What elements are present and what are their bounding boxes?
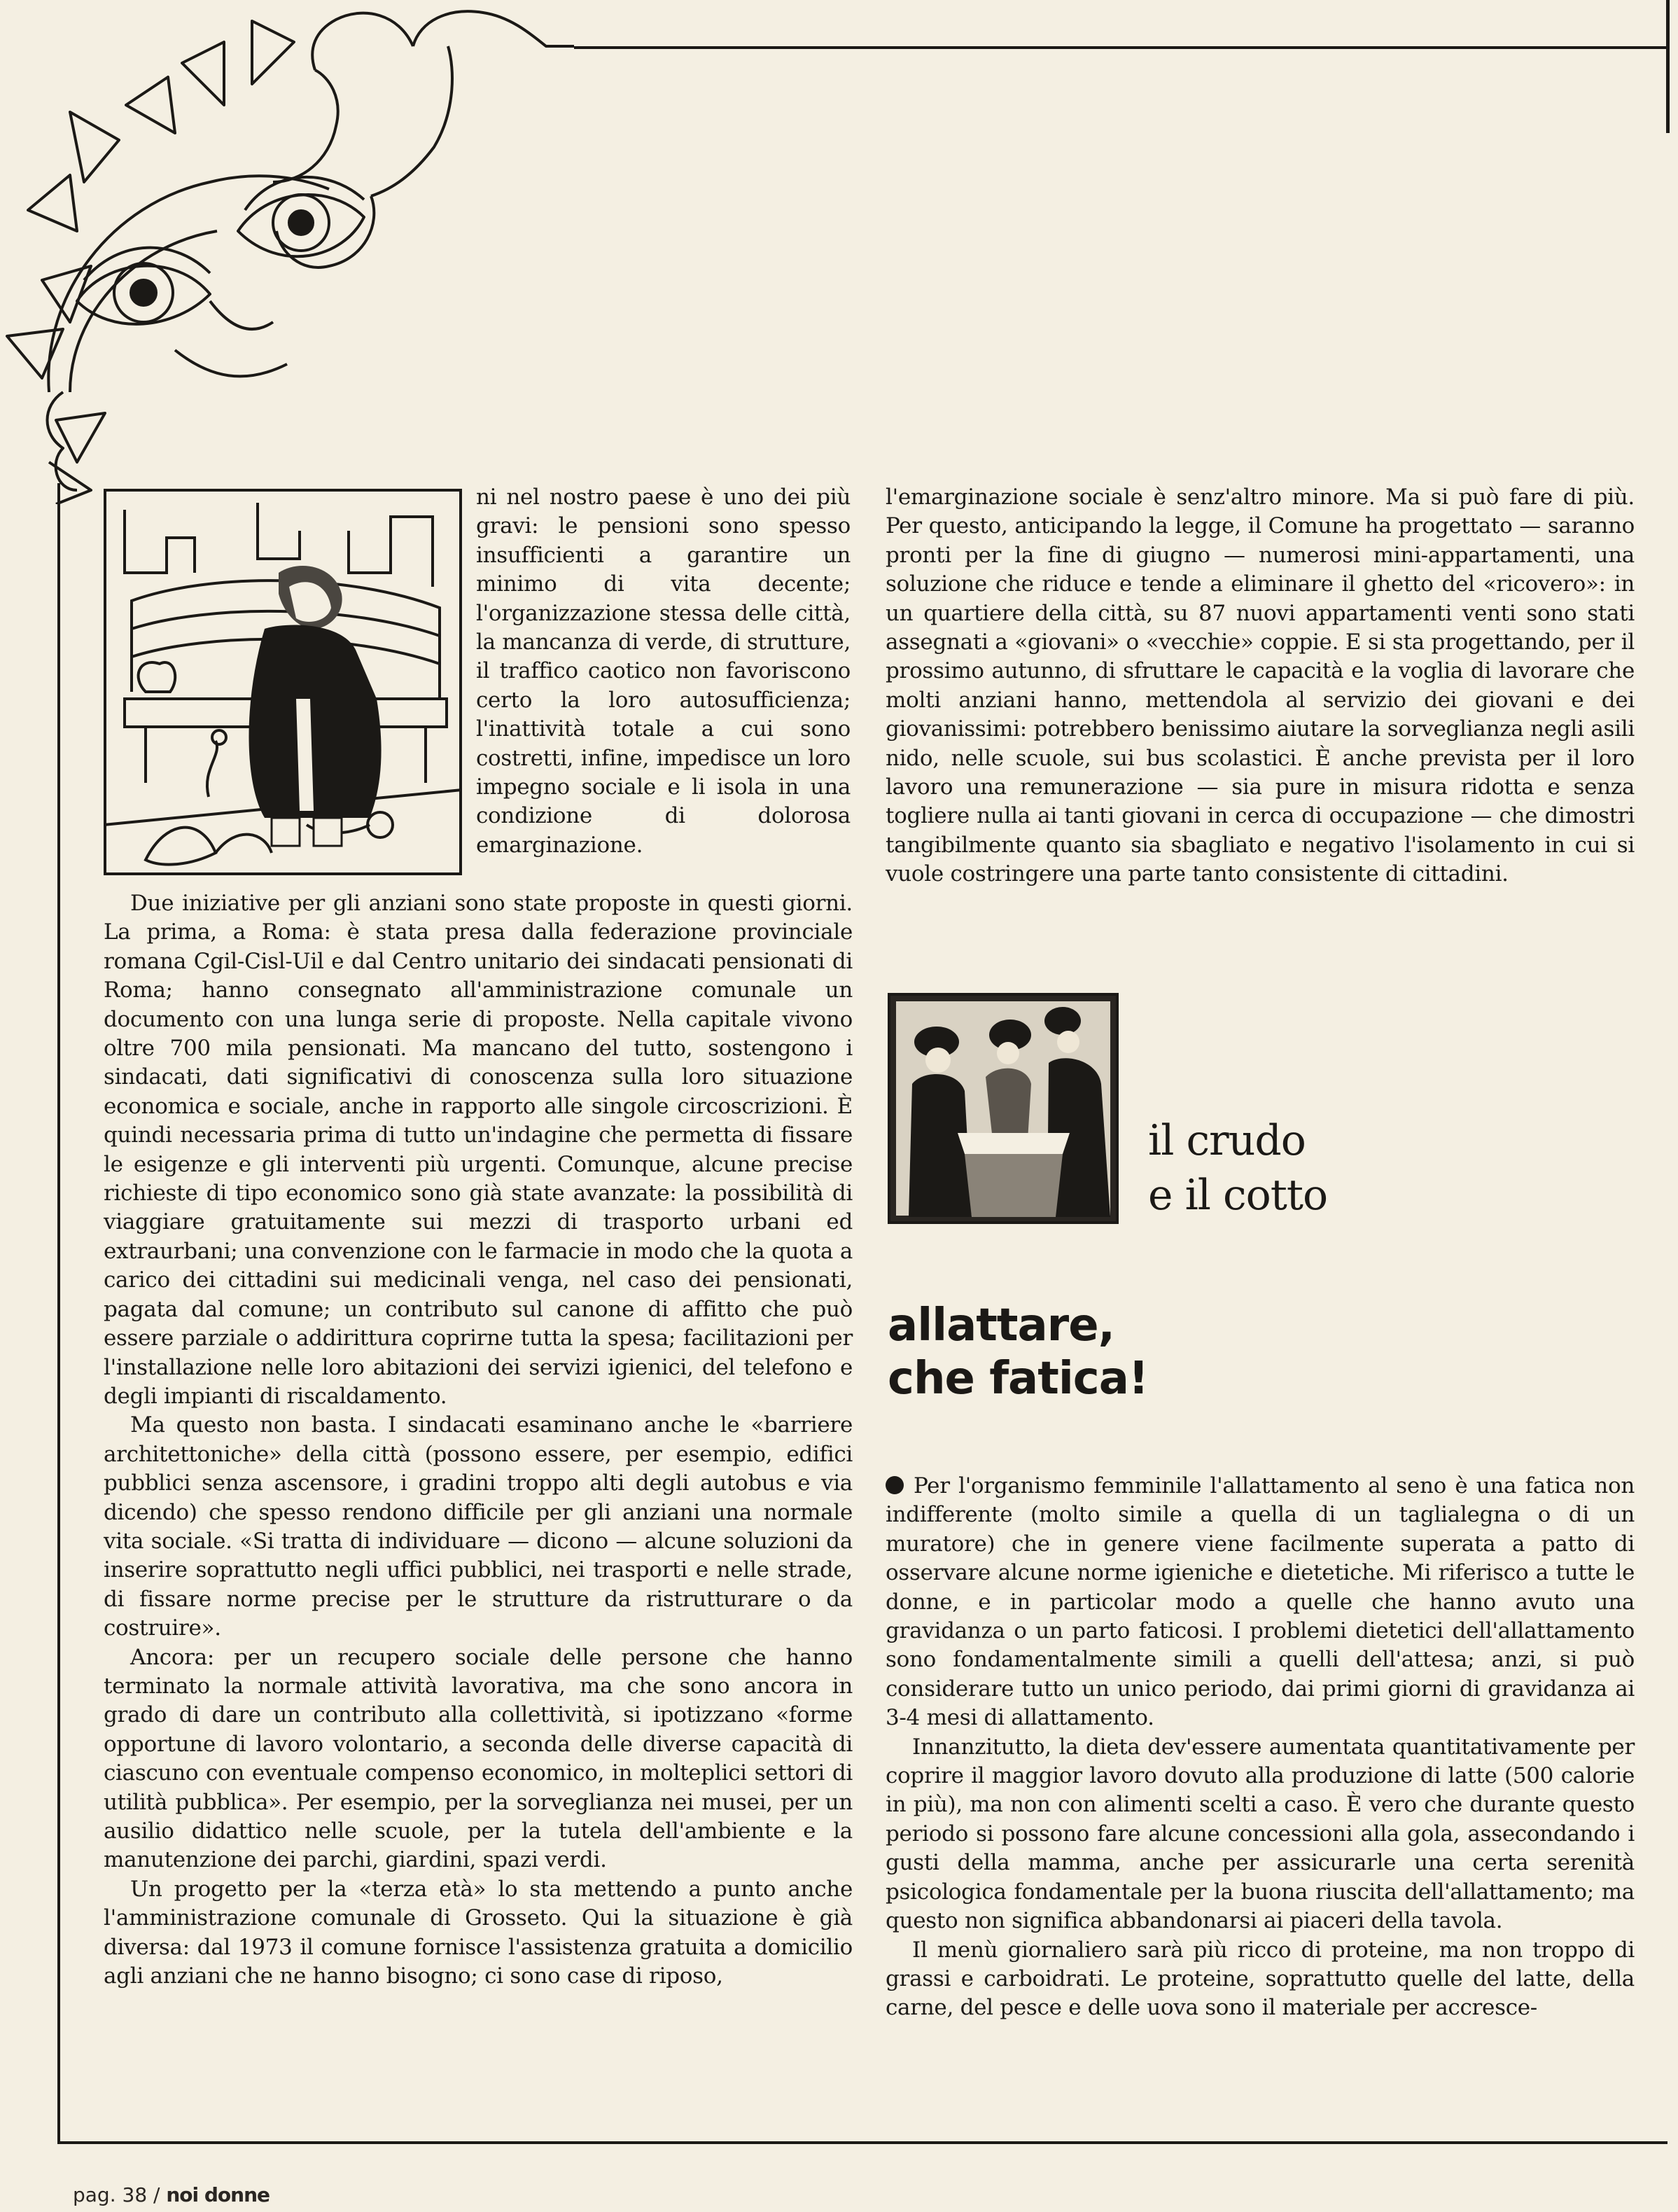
sun-eyes-illustration (0, 0, 588, 504)
bottom-rule (57, 2141, 1667, 2144)
left-column-text (104, 889, 853, 1991)
article-paragraph (886, 1472, 1635, 1733)
feature-title-line: il crudo (1148, 1116, 1306, 1165)
left-paragraph: Un progetto per la «terza età» lo sta mettendo a punto anche l'amministrazione comunale di Grosseto. Qui la situazione è già diversa: dal 1973 il comune fornisce l'assistenza gratuita a domicilio agli anziani che ne hanno bisogno; ci sono case di riposo, (104, 1876, 853, 1989)
page-number: pag. 38 / (73, 2183, 160, 2206)
left-rule (57, 483, 60, 2143)
intro-text-block (476, 483, 851, 860)
headline-line: allattare, (888, 1300, 1114, 1351)
left-paragraph: Due iniziative per gli anziani sono state proposte in questi giorni. La prima, a Roma: è stata presa dalla federazione provinciale romana Cgil-Cisl-Uil e dal Centro unitario dei sindacati pensionati di Roma; hanno consegnato all'amministrazione comunale un documento con una lunga serie di proposte. Nella capitale vivono oltre 700 mila pensionati. Ma mancano del tutto, sostengono i sindacati, dati significativi di conoscenza sulla loro situazione economica e sociale, anche in rapporto alle singole circoscrizioni. È quindi necessaria prima di tutto un'indagine che permetta di fissare le esigenze e gli interventi più urgenti. Comunque, alcune precise richieste di tipo economico sono già state avanzate: la possibilità di viaggiare gratuitamente sui mezzi di trasporto urbani ed extraurbani; una convenzione con le farmacie in modo che la quota a carico dei cittadini sui medicinali venga, nel caso dei pensionati, pagata dal comune; un contributo sul canone di affitto che può essere parziale o addirittura coprirne tutta la spesa; facilitazioni per l'installazione nelle loro abitazioni dei servizi igienici, del telefono e degli impianti di riscaldamento. (104, 891, 853, 1409)
right-continuation-paragraph: l'emarginazione sociale è senz'altro minore. Ma si può fare di più. Per questo, anticipando la legge, il Comune ha progettato — saranno pronti per la fine di giugno — numerosi mini-appartamenti, una soluzione che riduce e tende a eliminare il ghetto del «ricovero»: in un quartiere della città, su 87 nuovi appartamenti venti sono stati assegnati a «giovani» o «vecchie» coppie. E si sta progettando, per il prossimo autunno, di sfruttare le capacità e la voglia di lavorare che molti anziani hanno, mettendola al servizio dei giovani e dei giovanissimi: potrebbero benissimo aiutare la sorveglianza negli asili nido, nelle scuole, sui bus scolastici. È anche prevista per il loro lavoro una remunerazione — sia pure in misura ridotta e senza togliere nulla ai tanti giovani in cerca di occupazione — che dimostri tangibilmente quanto sia sbagliato e negativo l'isolamento in cui si vuole costringere una parte tanto consistente di cittadini. (886, 485, 1635, 887)
magazine-name: noi donne (166, 2183, 270, 2206)
intro-paragraph: ni nel nostro paese è uno dei più gravi: le pensioni sono spesso insufficienti a garantire un minimo di vita decente; l'organizzazione stessa delle città, la mancanza di verde, di strutture, il traffico caotico non favoriscono certo la loro autosufficienza; l'inattività totale a cui sono costretti, infine, impedisce un loro impegno sociale e li isola in una condizione di dolorosa emarginazione. (476, 485, 851, 858)
headline-line: che fatica! (888, 1353, 1149, 1405)
right-column-continuation (886, 483, 1635, 889)
left-paragraph: Ancora: per un recupero sociale delle persone che hanno terminato la normale attività lavorativa, ma che sono ancora in grado di dare un contributo alla collettività, si ipotizzano «forme opportune di lavoro volontario, a seconda delle diverse capacità di ciascuno con eventuale compenso economico, in molteplici settori di utilità pubblica». Per esempio, per la sorveglianza nei musei, per un ausilio didattico nelle scuole, per la tutela dell'ambiente e la manutenzione dei parchi, giardini, spazi verdi. (104, 1644, 853, 1873)
article-headline (888, 1299, 1148, 1405)
page-footer (73, 2183, 270, 2206)
right-edge-rule (1666, 0, 1670, 133)
left-paragraph: Ma questo non basta. I sindacati esaminano anche le «barriere architettoniche» della città (possono essere, per esempio, edifici pubblici senza ascensore, i gradini troppo alti degli autobus e via dicendo) che spesso rendono difficile per gli anziani una normale vita sociale. «Si tratta di individuare — dicono — alcune soluzioni da inserire soprattutto negli uffici pubblici, nei trasporti e nelle strade, di fissare norme precise per le strutture da ristrutturare o da costruire». (104, 1412, 853, 1641)
bullet-icon (886, 1476, 904, 1494)
article-paragraph: Innanzitutto, la dieta dev'essere aumentata quantitativamente per coprire il maggior lavoro dovuto alla produzione di latte (500 calorie in più), ma non con alimenti scelti a caso. È vero che durante questo periodo si possono fare alcune concessioni alla gola, assecondando i gusti della mamma, anche per assicurarle una certa serenità psicologica fondamentale per la buona riuscita dell'allattamento; ma questo non significa abbandonarsi ai piaceri della tavola. (886, 1734, 1635, 1934)
top-rule (574, 46, 1666, 49)
elderly-woman-illustration (104, 489, 462, 875)
article-first-paragraph: Per l'organismo femminile l'allattamento al seno è una fatica non indifferente (molto simile a quella di un taglialegna o di un muratore) che in genere viene facilmente superata a patto di osservare alcune norme igieniche e dietetiche. Mi riferisco a tutte le donne, e in particolar modo a quelle che hanno avuto una gravidanza o un parto faticosi. I problemi dietetici dell'allattamento sono fondamentalmente simili a quelli dell'attesa; anzi, si può considerare tutto un unico periodo, dai primi giorni di gravidanza ai 3-4 mesi di allattamento. (886, 1473, 1635, 1731)
article-paragraph: Il menù giornaliero sarà più ricco di proteine, ma non troppo di grassi e carboidrati. Le proteine, soprattutto quelle del latte, della carne, del pesce e delle uova sono il materiale per accresce- (886, 1937, 1635, 2021)
right-column-article (886, 1472, 1635, 2023)
dining-scene-illustration (888, 993, 1119, 1224)
feature-column-title (1148, 1113, 1327, 1223)
feature-title-line: e il cotto (1148, 1171, 1328, 1220)
